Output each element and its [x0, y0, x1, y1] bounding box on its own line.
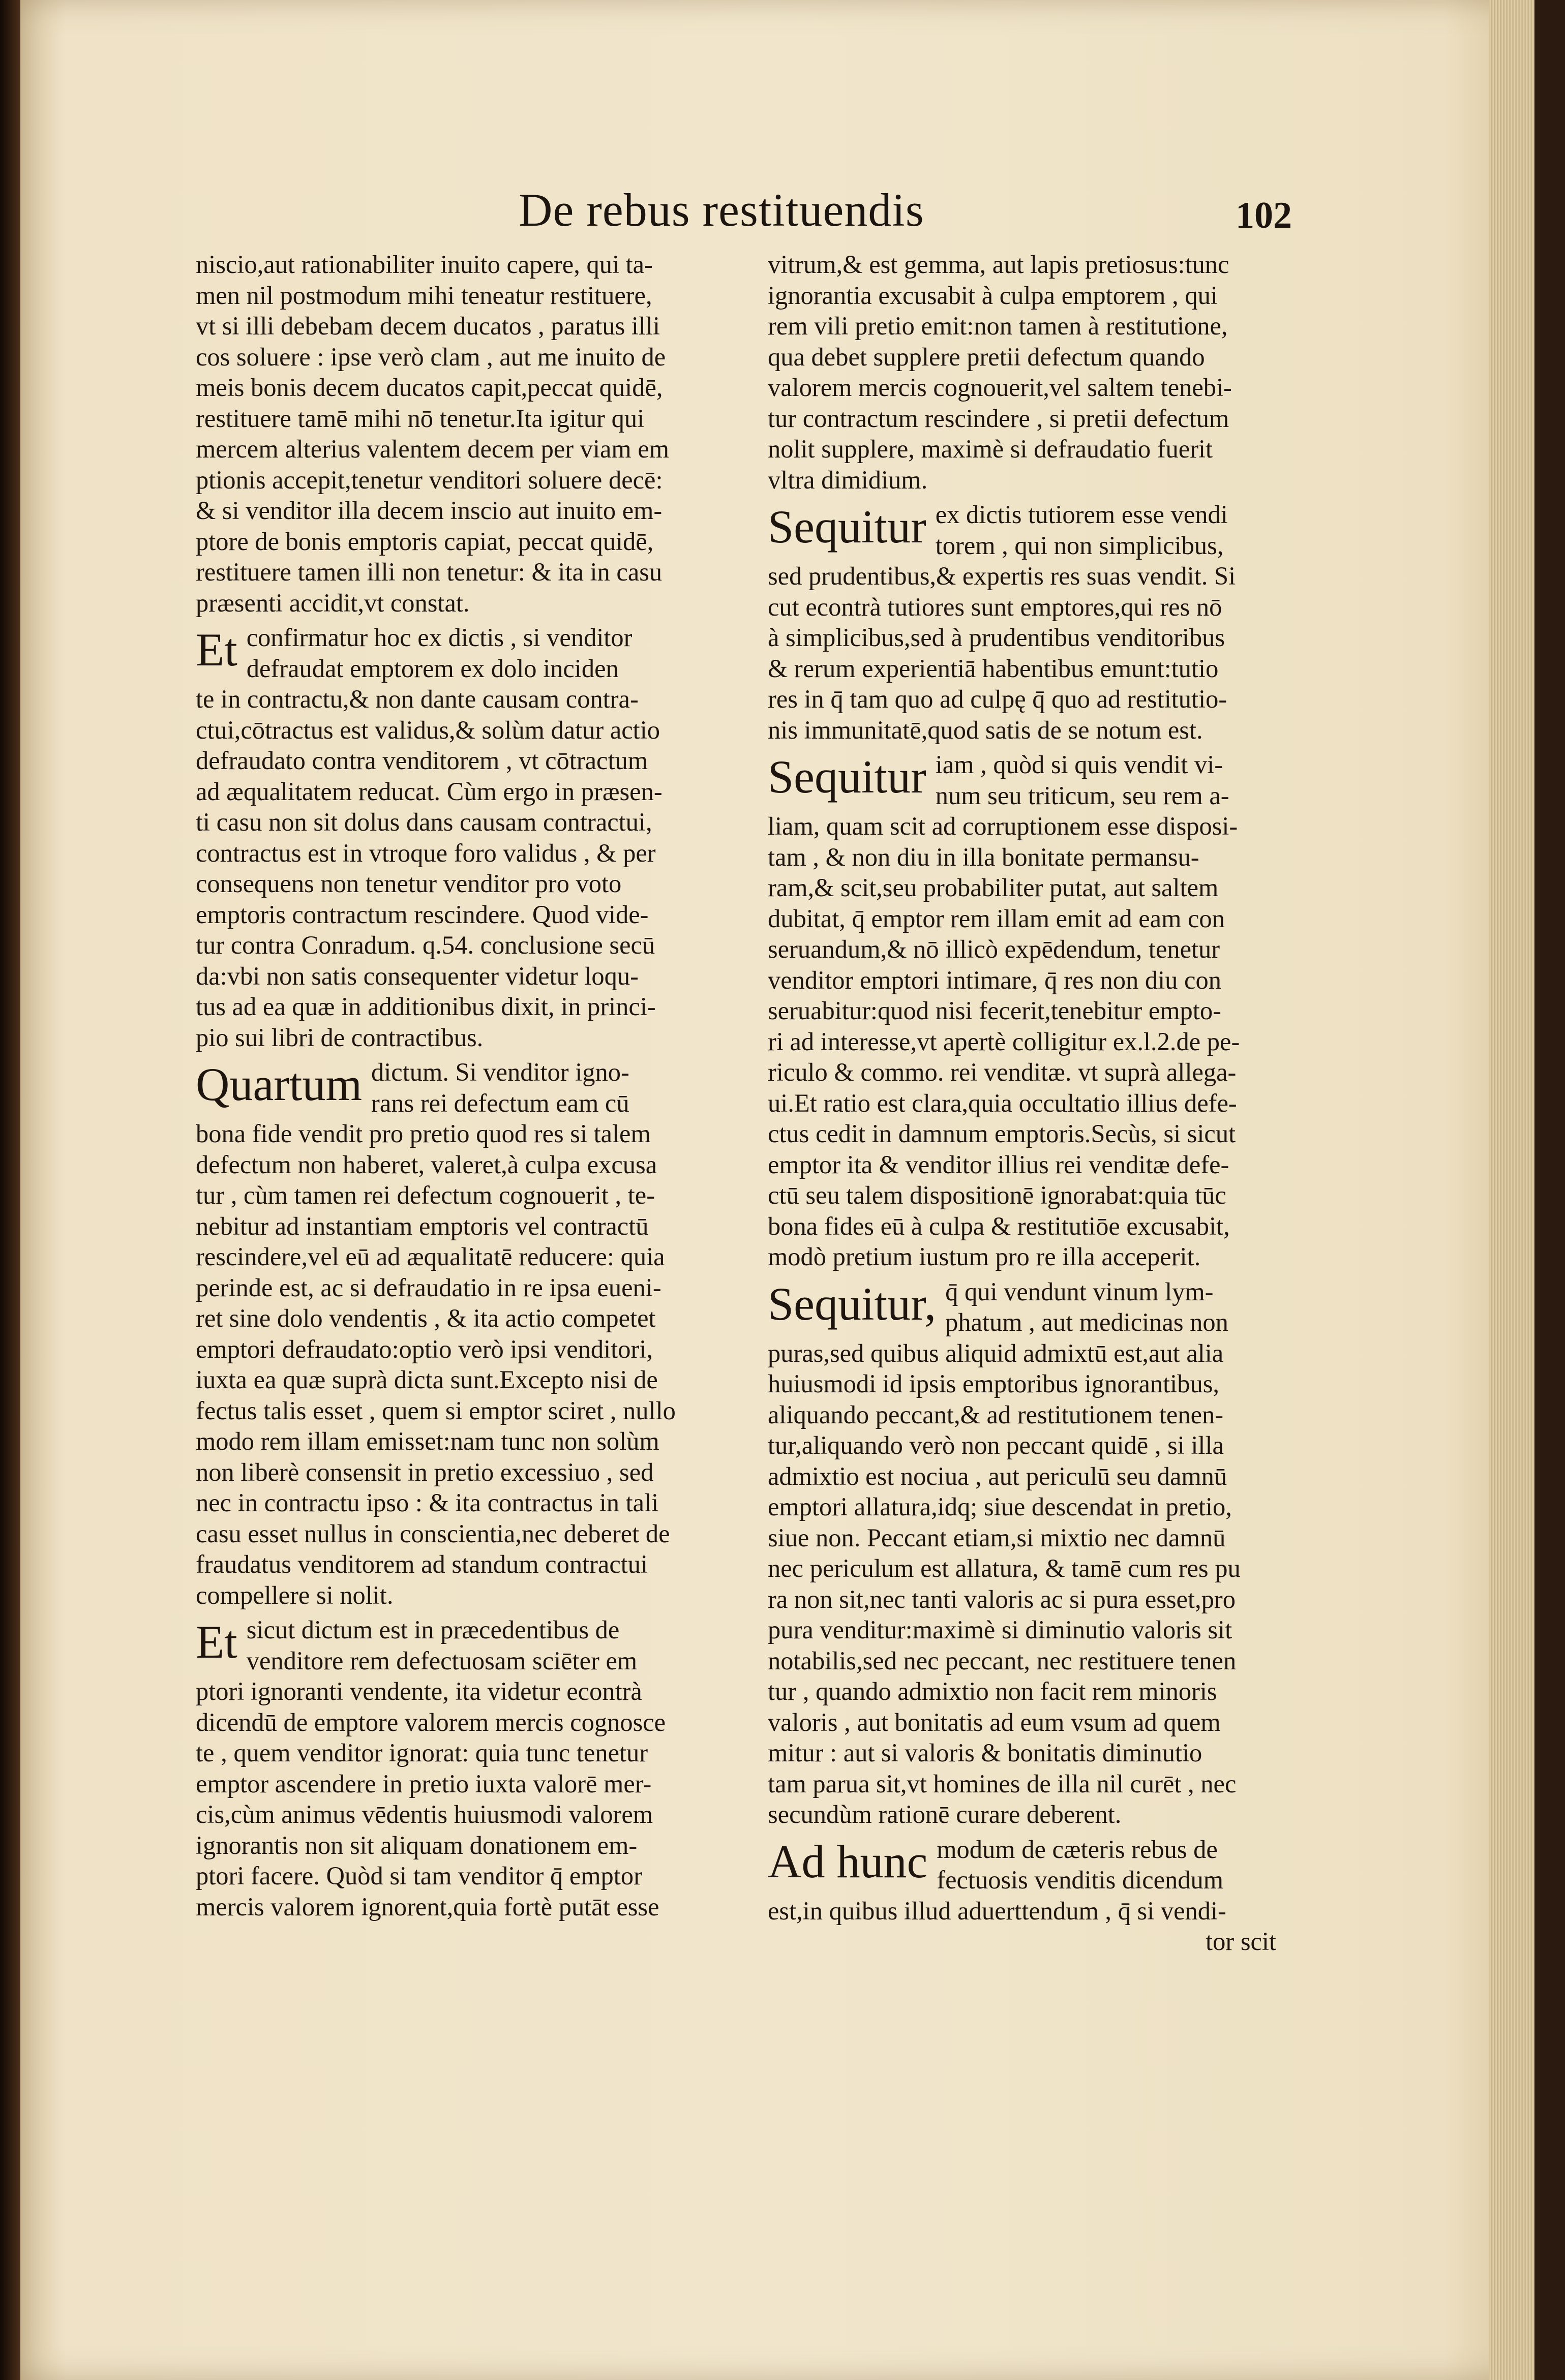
left-paragraph-3: [196, 1057, 719, 1610]
initial-word: Ad hunc: [768, 1835, 928, 1887]
initial-word: Et: [196, 624, 237, 676]
left-column: [196, 249, 719, 1922]
right-paragraph-4: [768, 1276, 1286, 1830]
initial-word: Sequitur: [768, 501, 926, 553]
page-fore-edge: [1489, 0, 1534, 2380]
paragraph-text: iam , quòd si quis vendit vi- num seu triticum, seu rem a- liam, quam scit ad corruptionem esse disposi- tam , & non diu in illa bonitate permansu- ram,& scit,seu probabiliter putat, aut saltem dubitat, q̄ emptor rem illam emit ad eam con seruandum,& nō illicò expēdendum, tenetur venditor emptori intimare, q̄ res non diu con seruabitur:quod nisi fecerit,tenebitur empto- ri ad interesse,vt apertè colligitur ex.l.2.de pe- riculo & commo. rei venditæ. vt suprà allega- ui.Et ratio est clara,quia occultatio illius defe- ctus cedit in damnum emptoris.Secùs, si sicut emptor ita & venditor illius rei venditæ defe- ctū seu talem dispositionē ignorabat:quia tūc bona fides eū à culpa & restitutiōe excusabit, modò pretium iustum pro re illa acceperit.: [768, 750, 1240, 1271]
right-paragraph-3: [768, 749, 1286, 1272]
book-gutter-shadow: [0, 0, 20, 2380]
paragraph-text: dictum. Si venditor igno- rans rei defectum eam cū bona fide vendit pro pretio quod res si talem defectum non haberet, valeret,à culpa excusa tur , cùm tamen rei defectum cognouerit , te- nebitur ad instantiam emptoris vel contractū rescindere,vel eū ad æqualitatē reducere: quia perinde est, ac si defraudatio in re ipsa eueni- ret sine dolo vendentis , & ita actio competet emptori defraudato:optio verò ipsi venditori, iuxta ea quæ suprà dicta sunt.Excepto nisi de fectus talis esset , quem si emptor sciret , nullo modo rem illam emisset:nam tunc non solùm non liberè consensit in pretio excessiuo , sed nec in contractu ipso : & ita contractus in tali casu esset nullus in conscientia,nec deberet de fraudatus venditorem ad standum contractui compellere si nolit.: [196, 1058, 676, 1609]
initial-word: Sequitur: [768, 751, 926, 803]
page-header: [20, 183, 1534, 239]
folio-number: 102: [1236, 195, 1292, 236]
left-paragraph-1: niscio,aut rationabiliter inuito capere, qui ta- men nil postmodum mihi teneatur restituere, vt si illi debebam decem ducatos , paratus illi cos soluere : ipse verò clam , aut me inuito de meis bonis decem ducatos capit,peccat quidē, restituere tamē mihi nō tenetur.Ita igitur qui mercem alterius valentem decem per viam em ptionis accepit,tenetur venditori soluere decē: & si venditor illa decem inscio aut inuito em- ptore de bonis emptoris capiat, peccat quidē, restituere tamen illi non tenetur: & ita in casu præsenti accidit,vt constat.: [196, 250, 670, 617]
initial-word: Quartum: [196, 1058, 363, 1110]
left-paragraph-4: [196, 1614, 719, 1922]
initial-word: Sequitur,: [768, 1277, 937, 1330]
right-column: [768, 249, 1286, 1957]
paragraph-text: sicut dictum est in præcedentibus de venditore rem defectuosam sciēter em ptori ignoranti vendente, ita videtur econtrà dicendū de emptore valorem mercis cognosce te , quem venditor ignorat: quia tunc tenetur emptor ascendere in pretio iuxta valorē mer- cis,cùm animus vēdentis huiusmodi valorem ignorantis non sit aliquam donationem em- ptori facere. Quòd si tam venditor q̄ emptor mercis valorem ignorent,quia fortè putāt esse: [196, 1615, 666, 1921]
book-page: [20, 0, 1534, 2380]
left-paragraph-2: [196, 622, 719, 1053]
right-paragraph-1: vitrum,& est gemma, aut lapis pretiosus:tunc ignorantia excusabit à culpa emptorem , qui rem vili pretio emit:non tamen à restitutione, qua debet supplere pretii defectum quando valorem mercis cognouerit,vel saltem tenebi- tur contractum rescindere , si pretii defectum nolit supplere, maximè si defraudatio fuerit vltra dimidium.: [768, 250, 1232, 494]
paragraph-text: ex dictis tutiorem esse vendi torem , qui non simplicibus, sed prudentibus,& expertis res suas vendit. Si cut econtrà tutiores sunt emptores,qui res nō à simplicibus,sed à prudentibus venditoribus & rerum experientiā habentibus emunt:tutio res in q̄ tam quo ad culpę q̄ quo ad restitutio- nis immunitatē,quod satis de se notum est.: [768, 500, 1236, 744]
initial-word: Et: [196, 1616, 237, 1668]
right-paragraph-5: [768, 1834, 1286, 1927]
paragraph-text: q̄ qui vendunt vinum lym- phatum , aut medicinas non puras,sed quibus aliquid admixtū est,aut alia huiusmodi id ipsis emptoribus ignorantibus, aliquando peccant,& ad restitutionem tenen- tur,aliquando verò non peccant quidē , si illa admixtio est nociua , aut periculū seu damnū emptori allatura,idq; siue descendat in pretio, siue non. Peccant etiam,si mixtio nec damnū nec periculum est allatura, & tamē cum res pu ra non sit,nec tanti valoris ac si pura esset,pro pura venditur:maximè si diminutio valoris sit notabilis,sed nec peccant, nec restituere tenen tur , quando admixtio non facit rem minoris valoris , aut bonitatis ad eum vsum ad quem mitur : aut si valoris & bonitatis diminutio tam parua sit,vt homines de illa nil curēt , nec secundùm rationē curare deberent.: [768, 1277, 1241, 1828]
catchword: tor scit: [1206, 1927, 1276, 1956]
running-title: De rebus restituendis: [519, 184, 924, 236]
paragraph-text: confirmatur hoc ex dictis , si venditor defraudat emptorem ex dolo inciden te in contractu,& non dante causam contra- ctui,cōtractus est validus,& solùm datur actio defraudato contra venditorem , vt cōtractum ad æqualitatem reducat. Cùm ergo in præsen- ti casu non sit dolus dans causam contractui, contractus est in vtroque foro validus , & per consequens non tenetur venditor pro voto emptoris contractum rescindere. Quod vide- tur contra Conradum. q.54. conclusione secū da:vbi non satis consequenter videtur loqu- tus ad ea quæ in additionibus dixit, in princi- pio sui libri de contractibus.: [196, 623, 663, 1052]
right-paragraph-2: [768, 499, 1286, 745]
paragraph-text: modum de cæteris rebus de fectuosis venditis dicendum est,in quibus illud aduerttendum , q̄ si vendi-: [768, 1835, 1226, 1925]
